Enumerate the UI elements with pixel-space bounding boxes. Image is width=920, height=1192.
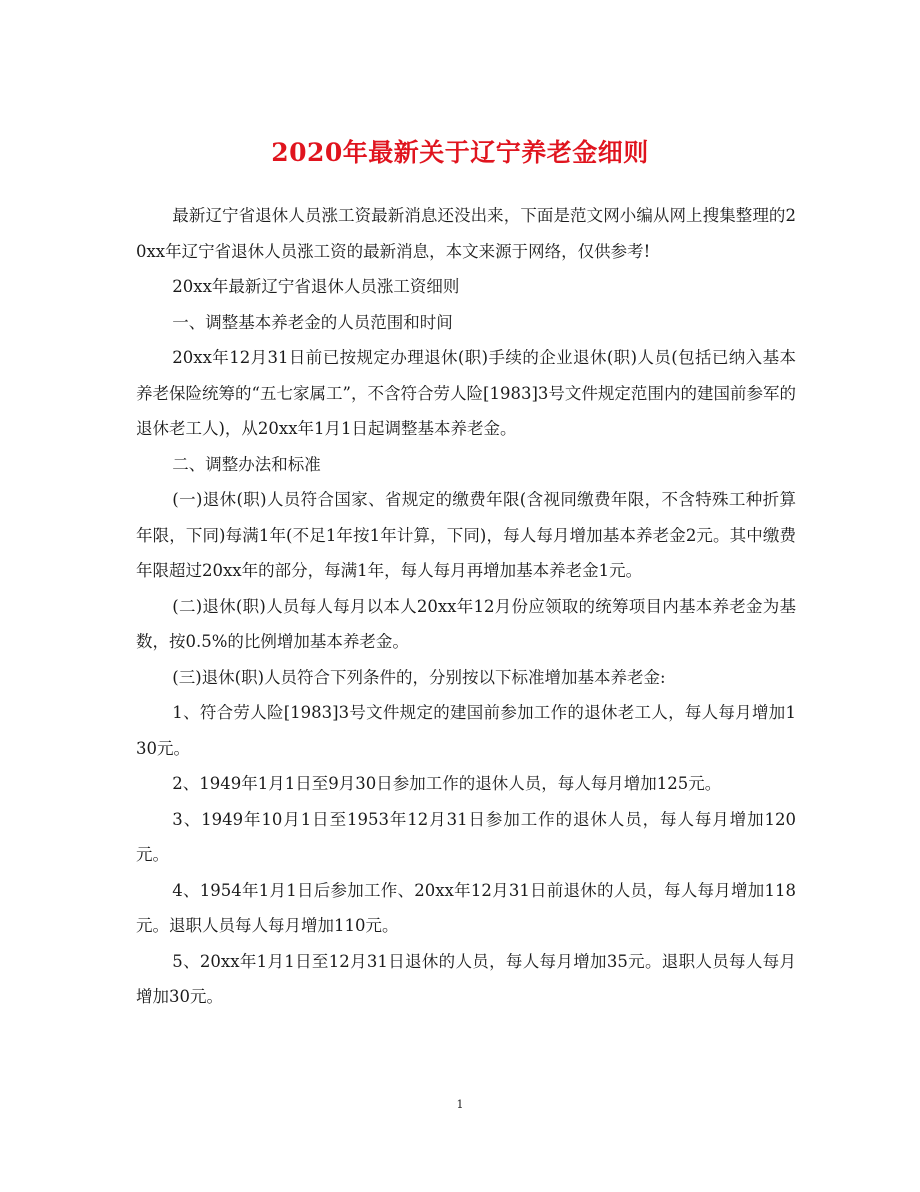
paragraph-section-two: 二、调整办法和标准 <box>172 454 321 474</box>
paragraph-heading-details: 20xx年最新辽宁省退休人员涨工资细则 <box>172 277 460 296</box>
paragraph-item-1: 1、符合劳人险[1983]3号文件规定的建国前参加工作的退休老工人，每人每月增加130元。 <box>136 703 796 758</box>
paragraph-scope: 20xx年12月31日前已按规定办理退休(职)手续的企业退休(职)人员(包括已纳入基本养老保险统筹的“五七家属工”，不含符合劳人险[1983]3号文件规定范围内的建国前参军的退休老工人)，从20xx年1月1日起调整基本养老金。 <box>136 348 796 438</box>
paragraph-item-2: 2、1949年1月1日至9月30日参加工作的退休人员，每人每月增加125元。 <box>172 774 722 793</box>
paragraph-item-4: 4、1954年1月1日后参加工作、20xx年12月31日前退休的人员，每人每月增加118元。退职人员每人每月增加110元。 <box>136 880 796 935</box>
paragraph-item-5: 5、20xx年1月1日至12月31日退休的人员，每人每月增加35元。退职人员每人每月增加30元。 <box>136 951 796 1006</box>
paragraph-rule-one: (一)退休(职)人员符合国家、省规定的缴费年限(含视同缴费年限，不含特殊工种折算年限，下同)每满1年(不足1年按1年计算，下同)，每人每月增加基本养老金2元。其中缴费年限超过20xx年的部分，每满1年，每人每月再增加基本养老金1元。 <box>136 490 796 580</box>
paragraph-intro: 最新辽宁省退休人员涨工资最新消息还没出来，下面是范文网小编从网上搜集整理的20xx年辽宁省退休人员涨工资的最新消息，本文来源于网络，仅供参考! <box>136 206 796 261</box>
document-title: 2020年最新关于辽宁养老金细则 <box>271 137 649 167</box>
document-body <box>136 198 796 1015</box>
paragraph-item-3: 3、1949年10月1日至1953年12月31日参加工作的退休人员，每人每月增加120元。 <box>136 809 796 864</box>
paragraph-rule-three: (三)退休(职)人员符合下列条件的，分别按以下标准增加基本养老金: <box>172 667 666 687</box>
paragraph-rule-two: (二)退休(职)人员每人每月以本人20xx年12月份应领取的统筹项目内基本养老金为基数，按0.5%的比例增加基本养老金。 <box>136 596 796 651</box>
page-number: 1 <box>456 1098 464 1111</box>
paragraph-section-one: 一、调整基本养老金的人员范围和时间 <box>172 312 453 332</box>
